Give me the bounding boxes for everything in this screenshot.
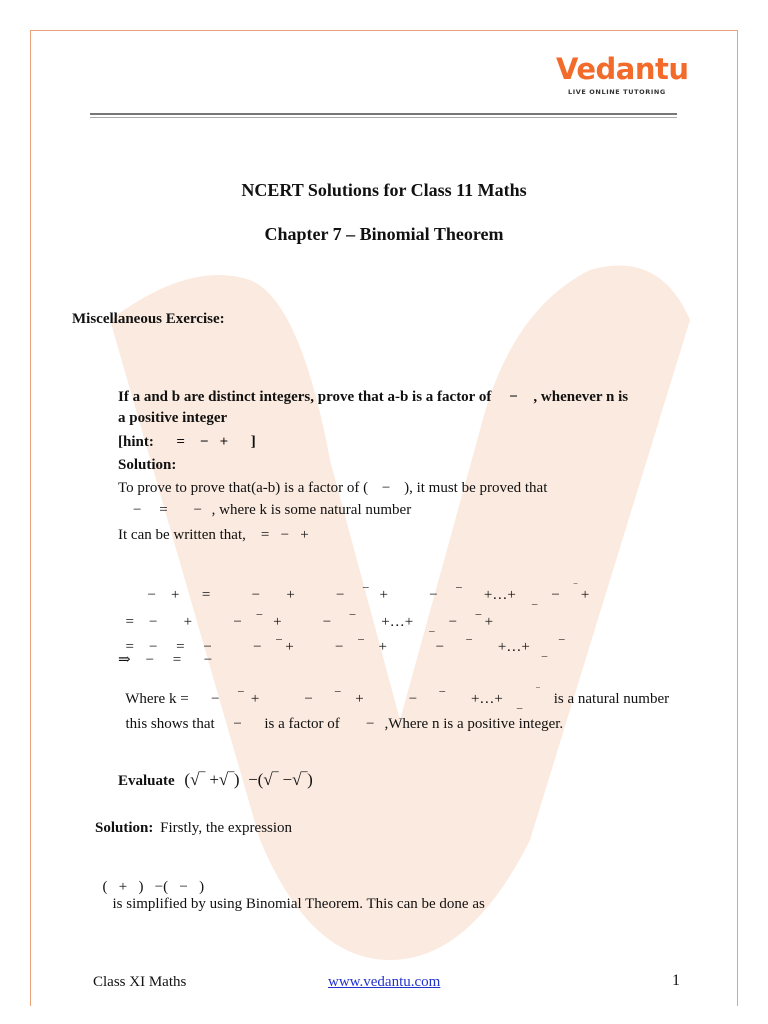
q1-sol-text-b: − [381,480,391,496]
q1-sol2-a: − [133,502,142,518]
q1-sol2-b: = [159,502,168,518]
q1-eq1-end: − [551,587,560,603]
q1-eq4: ⇒ − = − [118,652,213,668]
q2-solution-label: Solution: [95,820,154,836]
q2-solution-text: Firstly, the expression [160,820,293,836]
logo-wordmark: Vedantu [556,52,689,86]
q1-conclusion-a: this shows that − is a factor of − [125,716,375,732]
q1-statement-line1 [118,389,628,406]
q2-solution-line [95,820,292,837]
q1-sol-line2 [133,502,411,519]
footer-link[interactable]: www.vedantu.com [328,974,441,990]
q2-simplify-text: is simplified by using Binomial Theorem. This can be done as [112,896,485,912]
page-title: NCERT Solutions for Class 11 Maths [241,180,527,200]
q2-expression-2: ( + ) −( − ) [102,879,205,895]
footer-class: Class XI Maths [93,974,187,990]
q1-where-k-end: is a natural number [553,691,670,707]
chapter-title: Chapter 7 – Binomial Theorem [264,224,504,244]
q2-expression: (√‾ +√‾) −(√‾ −√‾) [184,770,313,789]
q1-eq3-end: ‾ [559,639,565,655]
q2-simplify-line [95,862,485,913]
q1-sol-line3: It can be written that, = − + [118,527,309,543]
q1-conclusion-b: ,Where n is a positive integer. [384,716,564,732]
q1-solution-label: Solution: [118,457,177,473]
logo-tagline: LIVE ONLINE TUTORING [568,88,666,96]
q1-eq3-main: = − = − − ‾ + − ‾ + − ‾ +…+ [125,639,530,655]
q1-eq2: = − + − ‾ + − ‾ +…+ $_{\_}$ − ‾ + [125,614,494,633]
q1-sol2-d: , where k is some natural number [211,502,412,518]
q1-where-k-expr: Where k = − ‾ + − ‾ + − ‾ +…+ [125,691,503,707]
q1-sol-text-c: ), it must be proved that [404,480,548,496]
q1-where-k: Where k = − ‾ + − ‾ + − ‾ +…+ $_{\_}$‾ is a natural number [125,688,670,710]
page-number: 1 [672,972,680,989]
q1-eq2-end: − ‾ + [448,614,494,630]
q2-evaluate-label: Evaluate [118,773,175,789]
q1-sol2-c: − [193,502,202,518]
header-rule-thin [90,117,677,118]
q1-sol-text-a: To prove to prove that(a-b) is a factor of ( [118,480,369,496]
q2-statement [118,770,313,790]
q1-text-b: − [509,389,518,405]
q1-hint: [hint: = − + ] [118,434,256,450]
section-heading: Miscellaneous Exercise: [72,311,225,327]
q1-text-c: , whenever n is [533,389,629,405]
q1-eq2-main: = − + − ‾ + − ‾ +…+ [125,614,414,630]
q1-eq1-main: − + = − + − ‾ + − ‾ +…+ [147,587,516,603]
q1-conclusion [118,699,563,733]
header-rule [90,113,677,115]
q1-text-a: If a and b are distinct integers, prove that a-b is a factor of [118,389,492,405]
q1-eq3: = − = − − ‾ + − ‾ + − ‾ +…+ $_{\_}$ ‾ [125,639,565,658]
q1-statement-line2: a positive integer [118,410,228,426]
q1-eq1: − + = − + − ‾ + − ‾ +…+ $_{\_}$ − ‾ + [147,584,590,606]
vedantu-logo [556,52,689,100]
q1-sol-line1 [118,480,547,497]
